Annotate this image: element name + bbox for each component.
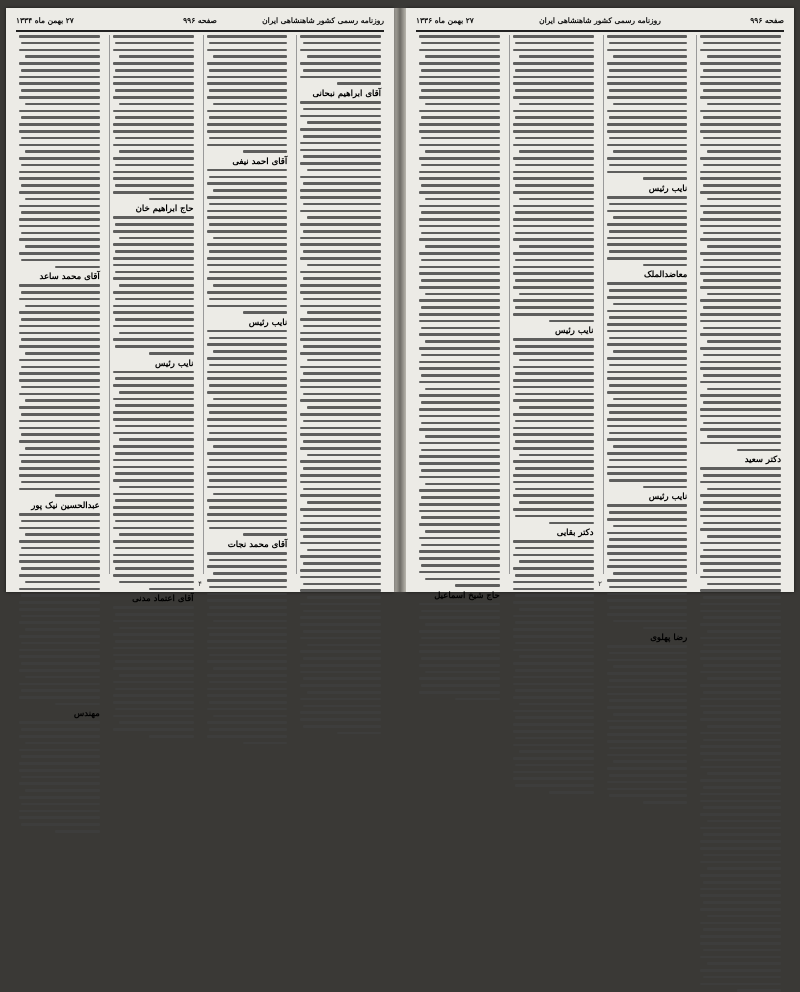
left-newspaper-page — [6, 8, 394, 720]
section-heading: نایب رئیس — [155, 358, 194, 369]
section-heading: آقای اعتماد مدنی — [132, 594, 194, 605]
section-heading: نایب رئیس — [648, 492, 688, 503]
page-number-label: صفحه ۹۹۶ — [750, 16, 784, 25]
column-1 — [296, 35, 384, 574]
right-newspaper-page — [406, 8, 794, 644]
section-heading: حاج شیخ اسماعیل — [434, 590, 500, 601]
book-gutter — [394, 8, 406, 592]
section-heading: نایب رئیس — [555, 326, 594, 337]
section-heading: آقای محمد ساعد — [39, 272, 100, 283]
section-heading: معاضدالملک — [644, 270, 688, 281]
section-heading: مهندس — [73, 709, 100, 720]
section-heading: دکتر بقایی — [556, 528, 594, 539]
column-4 — [16, 35, 103, 720]
text-columns — [16, 35, 384, 720]
section-heading: نایب رئیس — [648, 184, 688, 194]
issue-date: ۲۷ بهمن ماه ۱۳۳۶ — [416, 16, 474, 25]
section-heading: آقای ابراهیم نبحانی — [312, 89, 381, 100]
page-footer-number: ۲ — [598, 580, 602, 588]
page-header — [16, 14, 384, 32]
page-footer-number: ۴ — [198, 580, 202, 588]
issue-date: ۲۷ بهمن ماه ۱۳۳۴ — [16, 16, 74, 25]
section-heading: آقای احمد نیفی — [232, 156, 288, 167]
section-heading: آقای محمد نجات — [227, 539, 288, 550]
section-heading: عبدالحسین نیک پور — [31, 500, 100, 511]
newspaper-title: روزنامه رسمی کشور شاهنشاهی ایران — [262, 16, 384, 25]
column-2 — [603, 35, 691, 644]
newspaper-title: روزنامه رسمی کشور شاهنشاهی ایران — [539, 16, 661, 25]
page-header — [416, 14, 784, 32]
section-heading: حاج ابراهیم خان — [135, 204, 194, 215]
section-heading: نایب رئیس — [248, 317, 288, 328]
column-3 — [509, 35, 597, 574]
column-2 — [203, 35, 291, 574]
column-3 — [109, 35, 197, 605]
section-heading: رضا پهلوی — [650, 633, 688, 644]
page-number-label: صفحه ۹۹۶ — [183, 16, 217, 25]
column-4 — [416, 35, 503, 601]
section-heading: دکتر سعید — [744, 455, 781, 466]
text-columns — [416, 35, 784, 644]
column-1 — [696, 35, 784, 574]
